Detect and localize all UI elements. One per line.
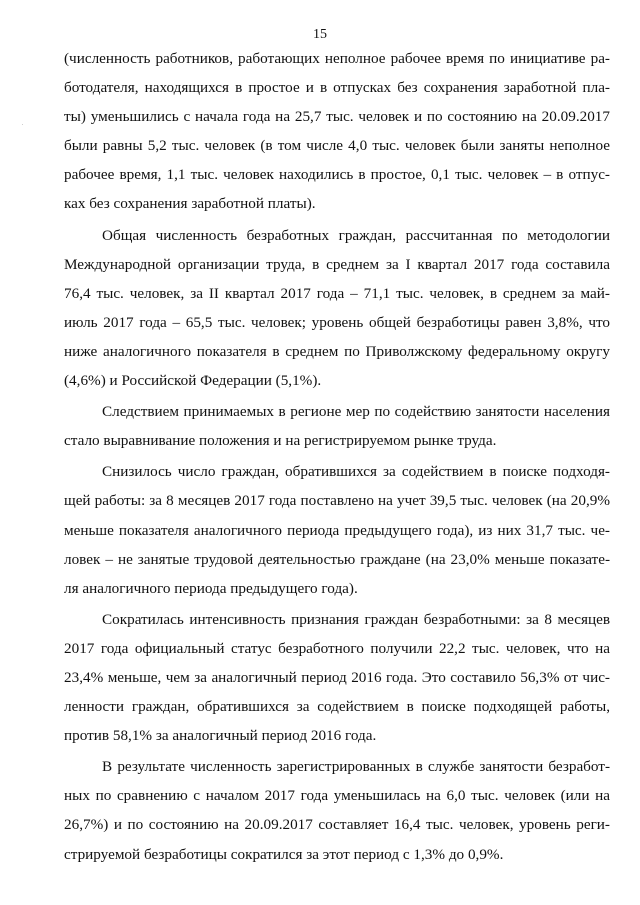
text-line: ловек – не занятые трудовой деятельностью граждане (на 23,0% меньше показате- xyxy=(64,550,610,568)
text-line: Международной организации труда, в среднем за I квартал 2017 года составила xyxy=(64,255,610,273)
text-line: 23,4% меньше, чем за аналогичный период 2016 года. Это составило 56,3% от чис- xyxy=(64,668,610,686)
text-line: были равны 5,2 тыс. человек (в том числе 4,0 тыс. человек были заняты неполное xyxy=(64,137,610,155)
text-line: ты) уменьшились с начала года на 25,7 тыс. человек и по состоянию на 20.09.2017 xyxy=(64,108,610,126)
paragraph xyxy=(64,221,610,396)
paragraph xyxy=(64,457,610,602)
paragraph xyxy=(64,44,610,219)
text-line: (численность работников, работающих неполное рабочее время по инициативе ра- xyxy=(64,50,610,67)
text-line: июль 2017 года – 65,5 тыс. человек; уровень общей безработицы равен 3,8%, что xyxy=(64,313,610,331)
paragraph xyxy=(64,397,610,455)
text-line: против 58,1% за аналогичный период 2016 года. xyxy=(64,727,377,745)
paragraph xyxy=(64,605,610,750)
paragraph xyxy=(64,752,610,868)
text-line: стало выравнивание положения и на регистрируемом рынке труда. xyxy=(64,432,497,450)
text-line: 2017 года официальный статус безработного получили 22,2 тыс. человек, что на xyxy=(64,639,610,657)
text-line: Снизилось число граждан, обратившихся за содействием в поиске подходя- xyxy=(102,463,610,481)
body-text xyxy=(64,44,610,871)
text-line: 26,7%) и по состоянию на 20.09.2017 составляет 16,4 тыс. человек, уровень реги- xyxy=(64,816,610,834)
text-line: Следствием принимаемых в регионе мер по содействию занятости населения xyxy=(102,403,610,421)
text-line: ленности граждан, обратившихся за содействием в поиске подходящей работы, xyxy=(64,698,610,716)
text-line: Сократилась интенсивность признания граждан безработными: за 8 месяцев xyxy=(102,610,610,628)
text-line: (4,6%) и Российской Федерации (5,1%). xyxy=(64,372,322,390)
page-number: 15 xyxy=(313,27,327,42)
text-line: ках без сохранения заработной платы). xyxy=(64,195,316,213)
text-line: В результате численность зарегистрированных в службе занятости безработ- xyxy=(102,758,610,776)
margin-mark xyxy=(22,124,23,125)
text-line: 76,4 тыс. человек, за II квартал 2017 года – 71,1 тыс. человек, в среднем за май- xyxy=(64,284,610,302)
text-line: меньше показателя аналогичного периода предыдущего года), из них 31,7 тыс. че- xyxy=(64,521,610,539)
text-line: рабочее время, 1,1 тыс. человек находились в простое, 0,1 тыс. человек – в отпус- xyxy=(64,166,610,184)
text-line: стрируемой безработицы сократился за этот период с 1,3% до 0,9%. xyxy=(64,845,504,863)
text-line: ниже аналогичного показателя в среднем по Приволжскому федеральному округу xyxy=(64,342,610,360)
text-line: Общая численность безработных граждан, рассчитанная по методологии xyxy=(102,226,610,244)
text-line: ных по сравнению с началом 2017 года уменьшилась на 6,0 тыс. человек (или на xyxy=(64,787,610,805)
text-line: щей работы: за 8 месяцев 2017 года поставлено на учет 39,5 тыс. человек (на 20,9% xyxy=(64,492,610,510)
text-line: ля аналогичного периода предыдущего года). xyxy=(64,579,358,597)
text-line: ботодателя, находящихся в простое и в отпусках без сохранения заработной пла- xyxy=(64,79,610,97)
